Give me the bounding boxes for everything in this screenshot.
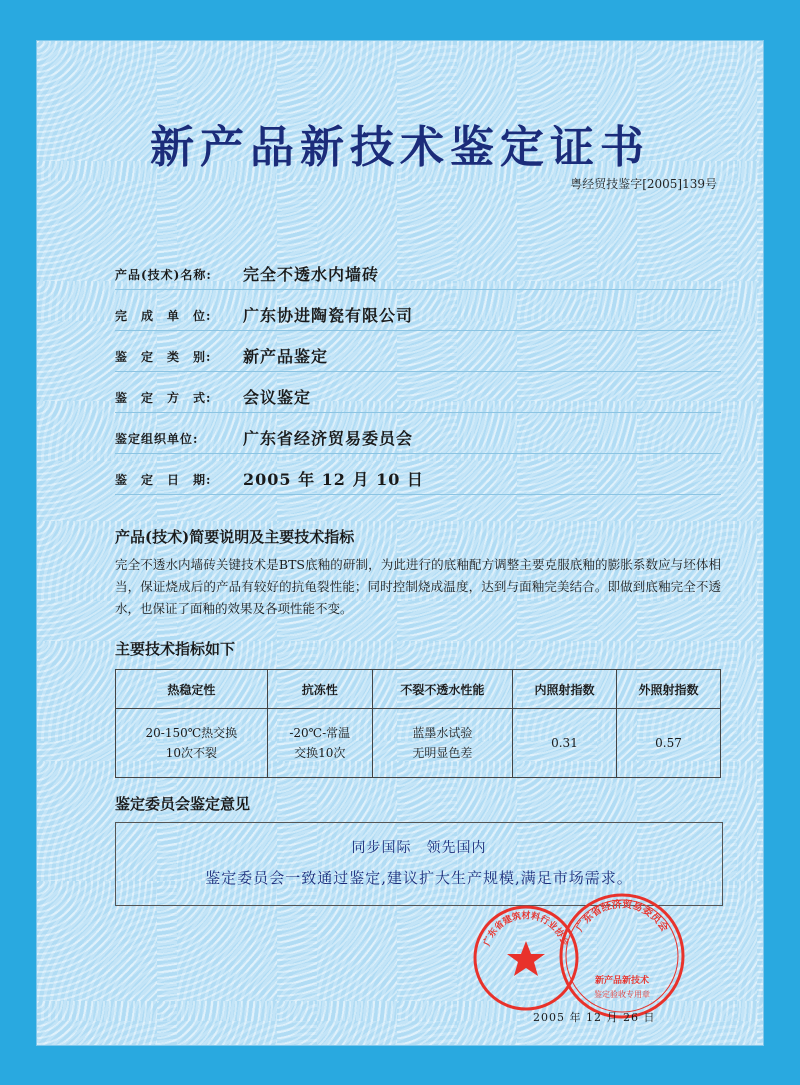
table-cell: 0.31 (512, 709, 616, 778)
field-appraisal-date (115, 464, 721, 495)
svg-text:广东省经济贸易委员会 (573, 897, 672, 933)
opinion-line-2: 鉴定委员会一致通过鉴定,建议扩大生产规模,满足市场需求。 (205, 869, 633, 887)
field-label: 产品(技术)名称: (115, 268, 212, 282)
specs-heading: 主要技术指标如下 (115, 640, 236, 658)
table-header-cell: 不裂不透水性能 (372, 670, 512, 709)
field-label: 鉴 定 类 别: (115, 350, 212, 364)
field-value: 广东协进陶瓷有限公司 (243, 306, 414, 325)
table-cell: 20-150℃热交换 10次不裂 (116, 709, 268, 778)
field-label: 鉴 定 日 期: (115, 473, 212, 487)
certificate (36, 40, 764, 1046)
seal-center-line-1: 新产品新技术 (594, 976, 650, 986)
seal-text: 广东省建筑材料行业协会 (482, 911, 570, 948)
table-cell: 0.57 (616, 709, 720, 778)
commission-seal (557, 891, 687, 1021)
field-label: 完 成 单 位: (115, 309, 212, 323)
field-product-name (115, 259, 721, 290)
table-header-cell: 内照射指数 (512, 670, 616, 709)
field-label: 鉴定组织单位: (115, 432, 199, 446)
document-number: 粤经贸技鉴字[2005]139号 (570, 177, 717, 191)
seal-center-line-2: 鉴定验收专用章 (594, 990, 650, 999)
field-organizer (115, 423, 721, 454)
opinion-heading: 鉴定委员会鉴定意见 (115, 795, 251, 813)
description-heading: 产品(技术)简要说明及主要技术指标 (115, 528, 355, 546)
issue-date: 2005 年 12 月 26 日 (533, 1011, 656, 1024)
table-row (116, 709, 721, 778)
field-value: 会议鉴定 (243, 388, 312, 407)
description-text: 完全不透水内墙砖关键技术是BTS底釉的研制，为此进行的底釉配方调整主要克服底釉的膨胀系数应与坯体相当，保证烧成后的产品有较好的抗龟裂性能；同时控制烧成温度，达到与面釉完美结合。即做到底釉完全不透水，也保证了面釉的效果及各项性能不变。 (115, 557, 721, 616)
field-value: 完全不透水内墙砖 (243, 265, 380, 284)
field-value: 2005 年 12 月 10 日 (243, 470, 424, 489)
seal-text: 广东省经济贸易委员会 (574, 899, 670, 934)
opinion-line-1: 同步国际 领先国内 (351, 840, 487, 856)
field-value: 广东省经济贸易委员会 (243, 429, 414, 448)
field-appraisal-category (115, 341, 721, 372)
field-value: 新产品鉴定 (243, 347, 329, 366)
table-header-cell: 外照射指数 (616, 670, 720, 709)
table-header-cell: 抗冻性 (267, 670, 372, 709)
field-appraisal-method (115, 382, 721, 413)
field-label: 鉴 定 方 式: (115, 391, 212, 405)
certificate-title: 新产品新技术鉴定证书 (150, 122, 650, 173)
field-completing-unit (115, 300, 721, 331)
table-cell: 蓝墨水试验 无明显色差 (372, 709, 512, 778)
table-header-row (116, 670, 721, 709)
table-header-cell: 热稳定性 (116, 670, 268, 709)
specs-table (115, 669, 721, 778)
table-cell: -20℃-常温 交换10次 (267, 709, 372, 778)
star-icon (507, 941, 545, 976)
